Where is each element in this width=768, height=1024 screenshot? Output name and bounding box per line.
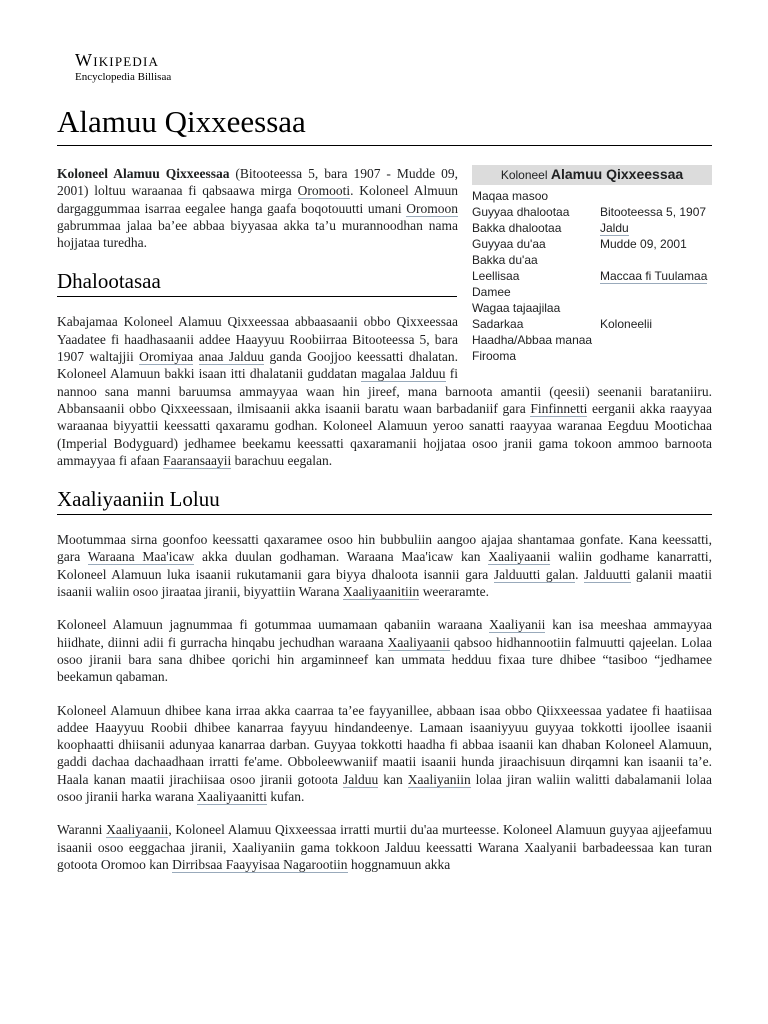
- link-finfinnetti[interactable]: Finfinnetti: [530, 400, 588, 416]
- link-xaaliyaanitti[interactable]: Xaaliyaanitti: [197, 789, 267, 805]
- infobox-row: [472, 286, 712, 302]
- text: kan isa meeshaa ammayyaa hiidhate, diinni adii fi gurracha hinqabu jechudhan waraana: [57, 617, 712, 650]
- section2-paragraph-1: [57, 531, 712, 600]
- text: Waranni: [57, 822, 107, 838]
- infobox-row: [472, 350, 712, 366]
- text: galanii maatii isaanii waliin osoo jiraataa jiranii, biyyattiin Warana: [57, 566, 713, 600]
- link-jalduutti[interactable]: Jalduutti: [584, 566, 631, 582]
- text: , Koloneel Alamuu Qixxeessaa irratti murtii du'aa murteesse. Koloneel Alamuun guyyaa ajjeefamuu isaanii osoo eeggachaa jiranii, Xaaliyaniin gama tokkoon Jalduu keessatti Warana Xaalyanii barbadeessaa kan turan gotoota Oromoo kan: [57, 822, 712, 872]
- section-heading-dhalootasaa: Dhalootasaa: [57, 267, 457, 297]
- text: weeraramte.: [419, 584, 490, 600]
- infobox-caption: [472, 165, 712, 185]
- infobox-row: [472, 254, 712, 270]
- infobox-row: [472, 206, 712, 222]
- infobox-label: Guyyaa du'aa: [472, 237, 546, 252]
- infobox-label: Firooma: [472, 349, 517, 364]
- section-heading-xaaliyaaniin-loluu: Xaaliyaaniin Loluu: [57, 485, 712, 515]
- link-xaaliyaanii[interactable]: Xaaliyaanii: [488, 549, 551, 565]
- text: akka duulan godhaman. Waraana Maa'icaw kan: [194, 549, 489, 565]
- link-oromooti[interactable]: Oromooti: [297, 183, 351, 199]
- text: . Koloneel Almuun dargaggummaa isarraa eegalee hanga gaafa boqotouutti umani: [57, 183, 458, 216]
- logo-wordmark: Wikipedia: [75, 50, 160, 70]
- link-faaransaayii[interactable]: Faaransaayii: [163, 452, 232, 468]
- text: (Bitooteessa 5, bara 1907 - Mudde 09, 2001) loltuu waraanaa fi qabsaawa mirga: [57, 166, 458, 199]
- text: Mootummaa sirna goonfoo keessatti qaxaramee osoo hin bubbuliin aangoo ajajaa shantamaa gonfate. Kana keessatti, gara: [57, 532, 712, 565]
- infobox-row: [472, 238, 712, 254]
- text: gabrummaa jalaa ba’ee abbaa biyyasaa akka ta’u murannoodhan nama hojjataa turedha.: [57, 217, 458, 251]
- text: .: [575, 566, 584, 582]
- infobox-row: [472, 318, 712, 334]
- text: hoggnamuun akka: [347, 856, 451, 872]
- link-xaaliyaniin[interactable]: Xaaliyaniin: [407, 771, 471, 787]
- infobox-value: [600, 334, 712, 350]
- text: kufan.: [266, 789, 305, 805]
- infobox-link-maccaa-tuulamaa[interactable]: Maccaa fi Tuulamaa: [600, 269, 708, 284]
- link-jalduu[interactable]: Jalduu: [343, 771, 379, 787]
- infobox-label: Bakka dhalootaa: [472, 221, 562, 236]
- text: fi nannoo sana manni baruumsa ammayyaa waan hin jireef, mana barnoota amantii (qeesii) seenanii barataniiru. Abbansaanii obbo Qixxeessaan, ilmisaanii akka isaanii baratu waan barbadaniif gara: [57, 366, 712, 416]
- infobox-value: Mudde 09, 2001: [600, 237, 687, 252]
- page-title: Alamuu Qixxeessaa: [57, 100, 712, 146]
- link-magalaa-jalduu[interactable]: magalaa Jalduu: [361, 366, 446, 382]
- section2-paragraph-3: [57, 702, 712, 806]
- infobox-label: Haadha/Abbaa manaa: [472, 333, 593, 348]
- text: Kabajamaa Koloneel Alamuu Qixxeessaa abbaasaanii obbo Qixxeessaa Yaadatee fi haadhasaanii addee Haayyuu Roobiirraa Bitooteessa 5, bara 1907 waltajjii: [57, 314, 458, 365]
- text: barachuu eegalan.: [231, 452, 333, 468]
- infobox-label: Guyyaa dhalootaa: [472, 205, 570, 220]
- text: Koloneel Alamuun dhibee kana irraa akka caarraa ta’ee fayyanillee, abbaan isaa obbo Qiixxeessaa yadatee fi haatiisaa addee Haayyuu Roobii dhibee kanarraa fayyuu hindandeenye. Lamaan isaaniyyuu guyyaa tokkotti ijoollee isaanii koophaatti dhiisanii adunyaa kanarraa darban. Guyyaa tokkotti haadha fi abbaa isaanii kan dhaban Koloneel Alamuun, gaddi dachaa dachaadhaan irratti fe'ame. Obboleewwaniif maatii isaanii hunda jiraachisuun dirqamni kan isaanii ta’e. Haala kanan maatii jirachiisaa osoo jiranii gotoota: [57, 702, 712, 787]
- text: lolaa jiran waliin walitti dabalamanii lolaa osoo jiranii harka warana: [57, 771, 712, 805]
- link-xaaliyaanitiin[interactable]: Xaaliyaanitiin: [342, 584, 420, 600]
- infobox-value: Bitooteessa 5, 1907: [600, 205, 707, 220]
- infobox-row: [472, 222, 712, 238]
- infobox-value: [600, 254, 712, 270]
- link-jalduutti-galan[interactable]: Jalduutti galan: [493, 566, 576, 582]
- infobox-row: [472, 334, 712, 350]
- infobox: [472, 165, 712, 366]
- link-xaaliyaanii[interactable]: Xaaliyaanii: [106, 822, 169, 838]
- infobox-value: [600, 286, 712, 302]
- link-anaa-jalduu[interactable]: anaa Jalduu: [198, 349, 265, 365]
- text: [193, 349, 198, 364]
- infobox-row: [472, 302, 712, 318]
- text: qabsoo hidhannootiin falmuutti qajeelan. Lolaa osoo jiranii bara sana dhibee qorichi hin argaminneef kan ummata hedduu fixaa ture dhibee “tasiboo “jedhamee beekamun qabaman.: [57, 634, 712, 685]
- text: eerganii akka raayyaa waraanaa biyyattii keessatti qaxaramu godhan. Koloneel Alamuun yeroo sanatti raayyaa waranaa Eegduu Mootichaa (Imperial Bodyguard) jedhamee beekamu keessatti qaxaramanii hojjataa osoo jranii gama tokoon ammoo barnoota ammayyaa fi afaan: [57, 400, 712, 468]
- infobox-caption-prefix: Koloneel: [500, 168, 548, 182]
- link-dirribsaa-faayyisaa-nagarootiin[interactable]: Dirribsaa Faayyisaa Nagarootiin: [172, 856, 348, 872]
- wikipedia-logo[interactable]: [75, 50, 171, 84]
- infobox-row: [472, 270, 712, 286]
- text: Koloneel Alamuun jagnummaa fi gotummaa uumamaan qabaniin waraana: [57, 617, 490, 633]
- infobox-table: [472, 190, 712, 366]
- text: ganda Goojjoo keessatti dhalatan. Koloneel Alamuun bakki isaan itti dhalatanii guddatan: [57, 349, 458, 382]
- link-xaaliyanii[interactable]: Xaaliyanii: [489, 617, 546, 633]
- link-oromiyaa[interactable]: Oromiyaa: [139, 349, 194, 365]
- infobox-value: [600, 302, 712, 318]
- infobox-row: [472, 190, 712, 206]
- link-xaaliyaanii[interactable]: Xaaliyaanii: [387, 634, 450, 650]
- article-body: [57, 165, 712, 889]
- infobox-label: Leellisaa: [472, 269, 520, 284]
- infobox-value: [600, 190, 712, 206]
- infobox-value: Koloneelii: [600, 317, 653, 332]
- infobox-label: Bakka du'aa: [472, 253, 538, 268]
- infobox-label: Maqaa masoo: [472, 189, 549, 204]
- text: kan: [378, 771, 408, 787]
- infobox-label: Wagaa tajaajilaa: [472, 301, 561, 316]
- text: waliin godhame kanarratti, Koloneel Alamuun luka isaanii rukutamanii gara biyya dhaloota isannii gara: [57, 549, 712, 582]
- logo-tagline: Encyclopedia Billisaa: [75, 71, 172, 83]
- section2-paragraph-4: [57, 821, 712, 873]
- link-oromoon[interactable]: Oromoon: [406, 200, 458, 216]
- intro-subject-name: Koloneel Alamuu Qixxeessaa: [57, 166, 230, 181]
- link-waraana-maaicaw[interactable]: Waraana Maa'icaw: [87, 549, 195, 565]
- infobox-link-jaldu[interactable]: Jaldu: [600, 221, 629, 236]
- infobox-label: Damee: [472, 285, 511, 300]
- infobox-caption-name: Alamuu Qixxeessaa: [550, 166, 684, 182]
- infobox-value: [600, 350, 712, 366]
- section2-paragraph-2: [57, 616, 712, 685]
- infobox-label: Sadarkaa: [472, 317, 524, 332]
